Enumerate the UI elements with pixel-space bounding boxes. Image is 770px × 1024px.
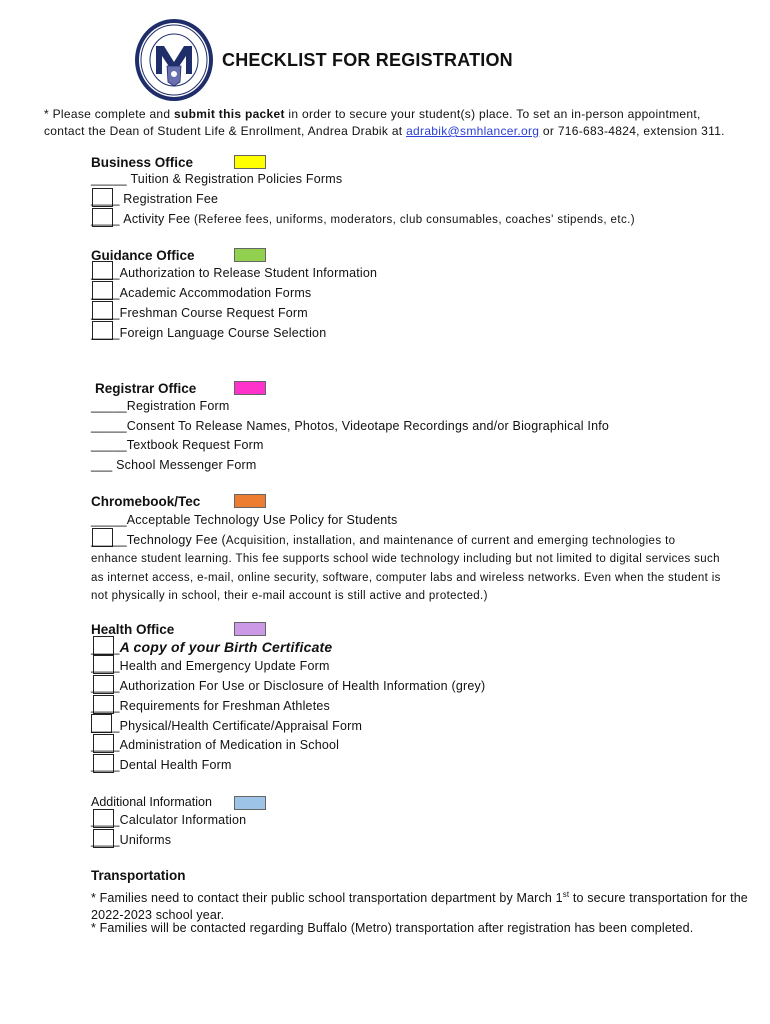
checklist-item: ____Uniforms: [91, 833, 172, 847]
guidance-office-title: Guidance Office: [91, 248, 195, 263]
additional-color-swatch: [234, 796, 266, 810]
checklist-item: ____Calculator Information: [91, 813, 247, 827]
additional-info-title: Additional Information: [91, 795, 212, 809]
checklist-item: ___ School Messenger Form: [91, 458, 257, 472]
checklist-item: ____Foreign Language Course Selection: [91, 326, 327, 340]
guidance-color-swatch: [234, 248, 266, 262]
transportation-note-2: * Families will be contacted regarding Buffalo (Metro) transportation after registration has been completed.: [91, 921, 694, 935]
checklist-item: ____Physical/Health Certificate/Appraisal Form: [91, 719, 363, 733]
checklist-item: ____ Registration Fee: [91, 192, 219, 206]
checklist-item: ____Requirements for Freshman Athletes: [91, 699, 330, 713]
checklist-item: ____Authorization For Use or Disclosure of Health Information (grey): [91, 679, 486, 693]
intro-text-end: or 716-683-4824, extension 311.: [539, 124, 725, 138]
page-title: CHECKLIST FOR REGISTRATION: [222, 50, 513, 70]
checklist-item: _____ Tuition & Registration Policies Forms: [91, 172, 343, 186]
checklist-item: ____Health and Emergency Update Form: [91, 659, 330, 673]
school-seal-logo: [134, 18, 214, 102]
chromebook-title: Chromebook/Tec: [91, 494, 201, 509]
checklist-item: _____Technology Fee (Acquisition, installation, and maintenance of current and emerging technologies to: [91, 533, 676, 547]
checklist-item: _____Registration Form: [91, 399, 230, 413]
checklist-item: ____A copy of your Birth Certificate: [91, 639, 333, 655]
checklist-item: _____Consent To Release Names, Photos, Videotape Recordings and/or Biographical Info: [91, 419, 610, 433]
email-link[interactable]: adrabik@smhlancer.org: [406, 124, 540, 138]
registrar-office-title: Registrar Office: [95, 381, 197, 396]
checklist-item: ____Freshman Course Request Form: [91, 306, 308, 320]
registrar-color-swatch: [234, 381, 266, 395]
technology-fee-note: enhance student learning. This fee supports school wide technology including but not limited to digital services such as internet access, e-mail, online security, software, computer labs and wireless networks. Even when the student is not physically in school, their e-mail account is still active and protected.): [91, 553, 721, 602]
business-color-swatch: [234, 155, 266, 169]
transportation-note-1: * Families need to contact their public school transportation department by March 1st to secure transportation for the 2022-2023 school year.: [91, 890, 748, 923]
checklist-item: ____Academic Accommodation Forms: [91, 286, 312, 300]
intro-paragraph: [44, 106, 744, 140]
checklist-item: ____Administration of Medication in School: [91, 738, 340, 752]
chromebook-color-swatch: [234, 494, 266, 508]
intro-bold-text: submit this packet: [174, 107, 285, 121]
intro-text-mid: in order to secure your student(s) place. To set an in-person appointment, contact the Dean of Student Life & Enrollment, Andrea Drabik at: [44, 107, 701, 138]
checklist-item: _____Acceptable Technology Use Policy for Students: [91, 513, 398, 527]
business-office-title: Business Office: [91, 155, 194, 170]
checklist-item: ____Authorization to Release Student Information: [91, 266, 378, 280]
transportation-title: Transportation: [91, 868, 186, 883]
health-office-title: Health Office: [91, 622, 175, 637]
checklist-item: ____ Activity Fee (Referee fees, uniforms, moderators, club consumables, coaches' stipends, etc.): [91, 212, 635, 226]
health-color-swatch: [234, 622, 266, 636]
checklist-item: ____Dental Health Form: [91, 758, 232, 772]
checklist-item: _____Textbook Request Form: [91, 438, 264, 452]
intro-text: * Please complete and: [44, 107, 175, 121]
